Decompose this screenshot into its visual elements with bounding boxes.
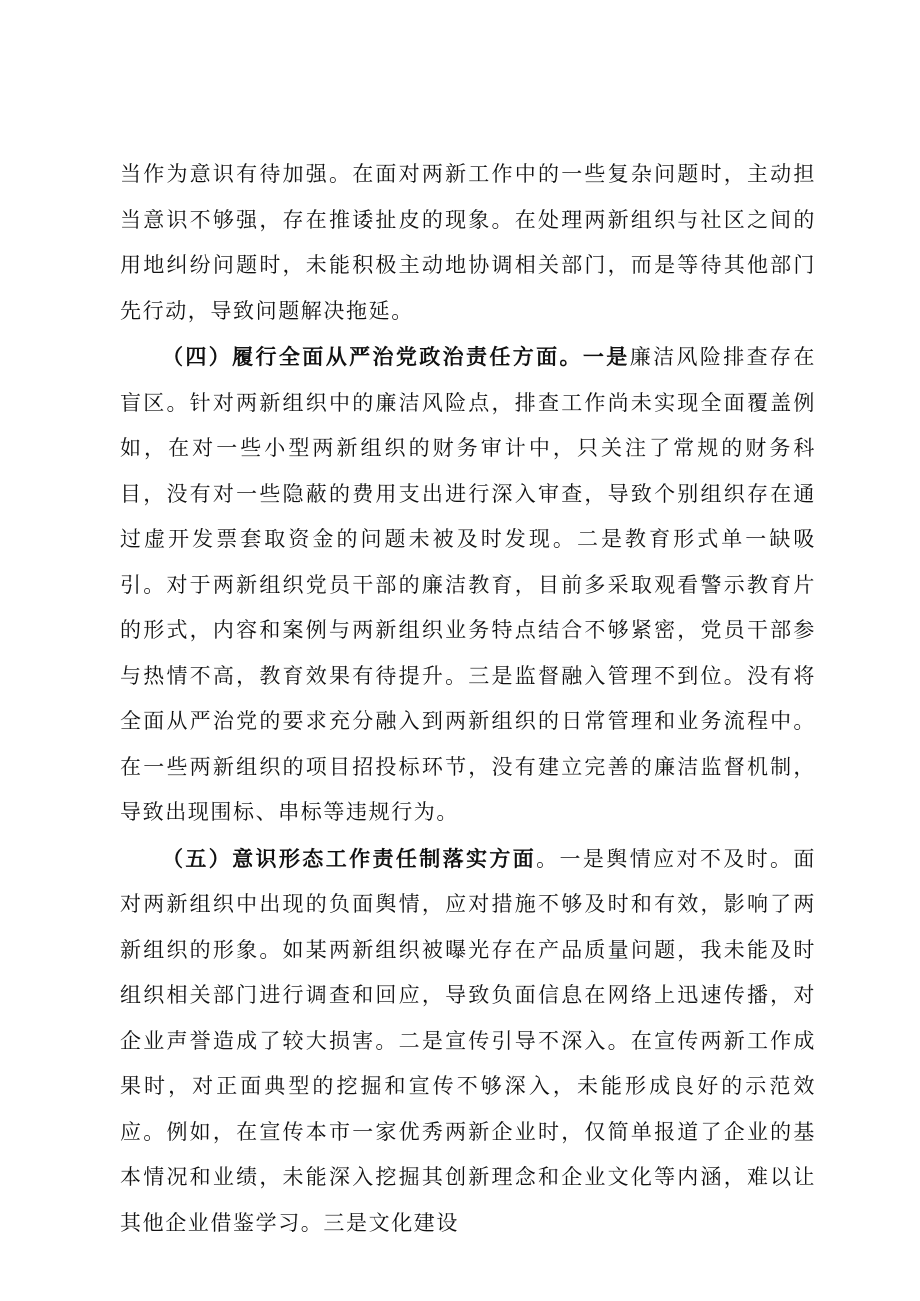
section-heading: （四）履行全面从严治党政治责任方面。一是 — [162, 344, 630, 369]
paragraph-text: 。一是舆情应对不及时。面对两新组织中出现的负面舆情，应对措施不够及时和有效，影响了两新组织的形象。如某两新组织被曝光存在产品质量问题，我未能及时组织相关部门进行调查和回应，导致负面信息在网络上迅速传播，对企业声誉造成了较大损害。二是宣传引导不深入。在宣传两新工作成果时，对正面典型的挖掘和宣传不够深入，未能形成良好的示范效应。例如，在宣传本市一家优秀两新企业时，仅简单报道了企业的基本情况和业绩，未能深入挖掘其创新理念和企业文化等内涵，难以让其他企业借鉴学习。三是文化建设 — [120, 846, 816, 1235]
document-body — [120, 152, 816, 1246]
paragraph-text: 当作为意识有待加强。在面对两新工作中的一些复杂问题时，主动担当意识不够强，存在推诿扯皮的现象。在处理两新组织与社区之间的用地纠纷问题时，未能积极主动地协调相关部门，而是等待其他部门先行动，导致问题解决拖延。 — [120, 162, 816, 323]
paragraph-continuation — [120, 152, 816, 334]
paragraph-section-four — [120, 334, 816, 836]
section-heading: （五）意识形态工作责任制落实方面 — [162, 845, 537, 871]
paragraph-section-five — [120, 836, 816, 1247]
paragraph-text: 廉洁风险排查存在盲区。针对两新组织中的廉洁风险点，排查工作尚未实现全面覆盖例如，在对一些小型两新组织的财务审计中，只关注了常规的财务科目，没有对一些隐蔽的费用支出进行深入审查，导致个别组织存在通过虚开发票套取资金的问题未被及时发现。二是教育形式单一缺吸引。对于两新组织党员干部的廉洁教育，目前多采取观看警示教育片的形式，内容和案例与两新组织业务特点结合不够紧密，党员干部参与热情不高，教育效果有待提升。三是监督融入管理不到位。没有将全面从严治党的要求充分融入到两新组织的日常管理和业务流程中。在一些两新组织的项目招投标环节，没有建立完善的廉洁监督机制，导致出现围标、串标等违规行为。 — [120, 345, 816, 824]
